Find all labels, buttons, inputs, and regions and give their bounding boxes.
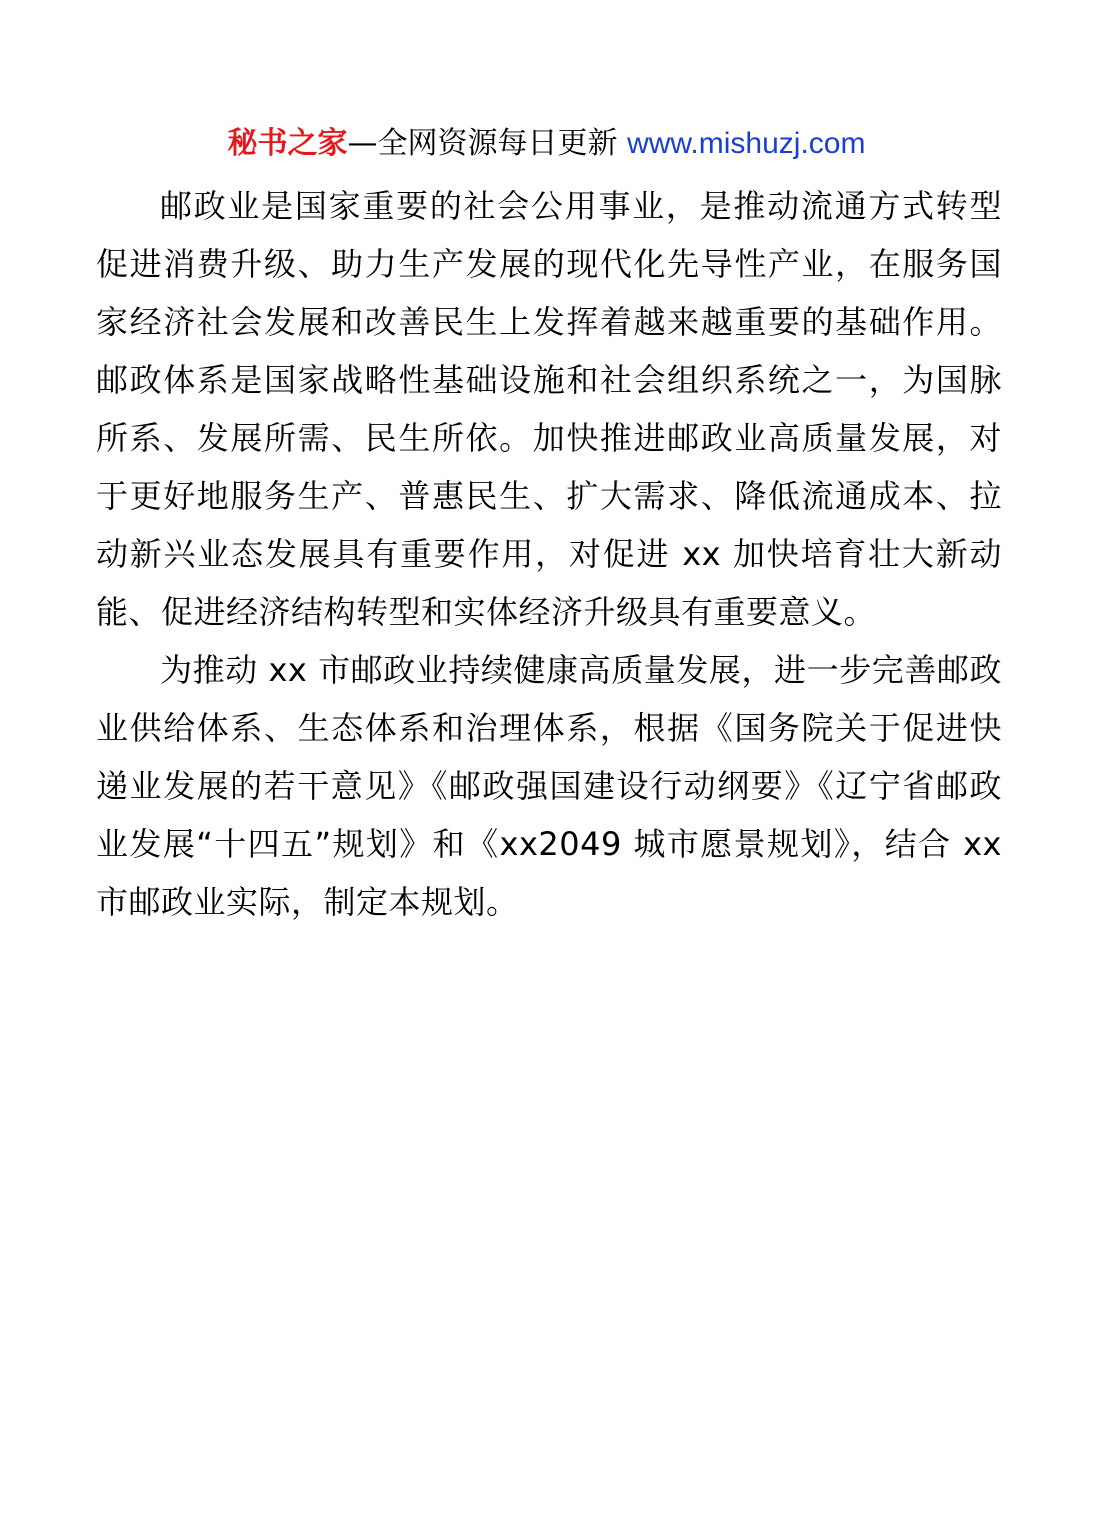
header-slogan: —全网资源每日更新 [347,126,618,161]
site-url-link[interactable]: www.mishuzj.com [627,127,866,160]
document-body [96,177,1002,931]
brand-name: 秘书之家 [227,126,348,161]
paragraph-1: 邮政业是国家重要的社会公用事业，是推动流通方式转型促进消费升级、助力生产发展的现代化先导性产业，在服务国家经济社会发展和改善民生上发挥着越来越重要的基础作用。邮政体系是国家战略性基础设施和社会组织系统之一，为国脉所系、发展所需、民生所依。加快推进邮政业高质量发展，对于更好地服务生产、普惠民生、扩大需求、降低流通成本、拉动新兴业态发展具有重要作用，对促进 xx 加快培育壮大新动能、促进经济结构转型和实体经济升级具有重要意义。 [96,187,1002,631]
paragraph-2: 为推动 xx 市邮政业持续健康高质量发展，进一步完善邮政业供给体系、生态体系和治理体系，根据《国务院关于促进快递业发展的若干意见》《邮政强国建设行动纲要》《辽宁省邮政业发展“十四五”规划》和《xx2049 城市愿景规划》，结合 xx 市邮政业实际，制定本规划。 [96,651,1002,921]
site-header [0,122,1093,166]
